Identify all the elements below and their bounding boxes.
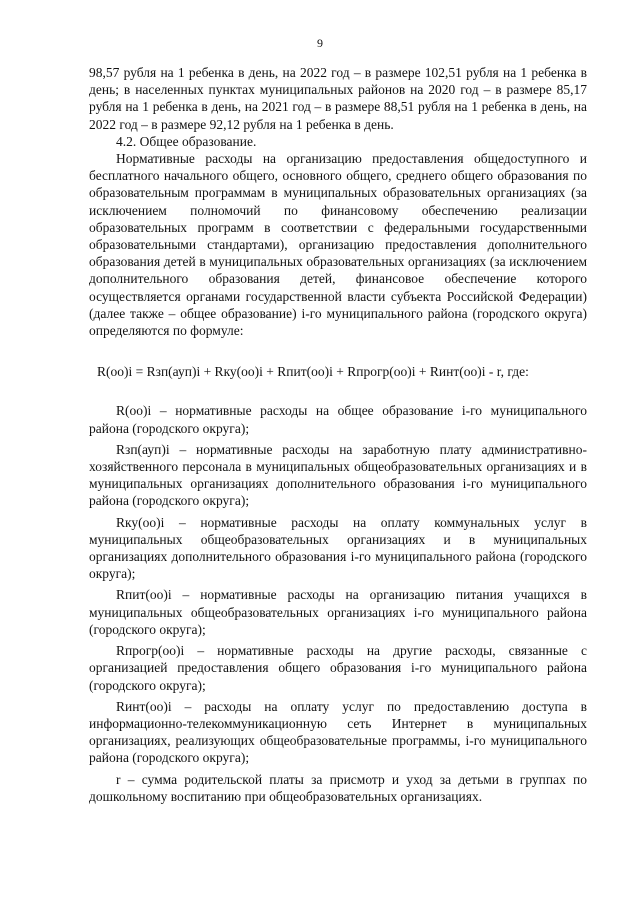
definition-symbol: Rпит(оо)i: [116, 587, 172, 603]
definition-item: [89, 514, 587, 583]
document-body: [89, 64, 587, 809]
definition-dash: –: [178, 514, 186, 530]
definition-item: [89, 771, 587, 805]
definition-dash: –: [159, 403, 167, 419]
definition-text: расходы на оплату услуг по предоставлению доступа в информационно-телекоммуникационную сеть Интернет в муниципальных организациях, реализующих общеобразовательные программы, i-го муниципального района (городского округа);: [89, 698, 588, 766]
definition-symbol: Rку(оо)i: [116, 514, 165, 530]
definition-item: [89, 698, 587, 767]
definition-item: [89, 402, 587, 436]
definition-text: сумма родительской платы за присмотр и уход за детьми в группах по дошкольному воспитанию при общеобразовательных организациях.: [89, 771, 588, 804]
definition-symbol: Rпрогр(оо)i: [116, 643, 185, 659]
intro-paragraph: Нормативные расходы на организацию предоставления общедоступного и бесплатного начального общего, основного общего, среднего общего образования по образовательным программам в муниципальных образовательных организациях (за исключением полномочий по финансовому обеспечению реализации образовательных программ в соответствии с федеральными государственными образовательными стандартами), организацию предоставления дополнительного образования детей в муниципальных образовательных организациях (за исключением дополнительного образования детей, финансовое обеспечение которого осуществляется органами государственной власти субъекта Российской Федерации) (далее также – общее образование) i-го муниципального района (городского округа) определяются по формуле:: [89, 151, 587, 339]
definition-text: нормативные расходы на оплату коммунальных услуг в муниципальных общеобразовательных организациях и в муниципальных организациях дополнительного образования i-го муниципального района (городского округа);: [89, 514, 588, 582]
definition-text: нормативные расходы на организацию питания учащихся в муниципальных общеобразовательных организациях i-го муниципального района (городского округа);: [89, 587, 587, 637]
definition-text: нормативные расходы на другие расходы, связанные с организацией предоставления общего образования i-го муниципального района (городского округа);: [89, 643, 587, 693]
definition-item: [89, 642, 587, 694]
formula: R(оо)i = Rзп(ауп)i + Rку(оо)i + Rпит(оо)i + Rпрогр(оо)i + Rинт(оо)i - r, где:: [97, 364, 529, 380]
page-number: 9: [317, 36, 323, 50]
definition-text: нормативные расходы на заработную плату административно-хозяйственного персонала в муниципальных общеобразовательных организациях и в муниципальных организациях дополнительного образования i-го муниципального района (городского округа);: [89, 441, 587, 509]
definition-text: нормативные расходы на общее образование i-го муниципального района (городского округа);: [89, 403, 587, 436]
continuation-paragraph: 98,57 рубля на 1 ребенка в день, на 2022 год – в размере 102,51 рубля на 1 ребенка в день; в населенных пунктах муниципальных районов на 2020 год – в размере 85,17 рубля на 1 ребенка в день, на 2021 год – в размере 88,51 рубля на 1 ребенка в день, на 2022 год – в размере 92,12 рубля на 1 ребенка в день.: [89, 65, 587, 132]
definition-dash: –: [179, 441, 187, 457]
definition-symbol: r: [116, 771, 121, 787]
definition-dash: –: [184, 698, 192, 714]
definition-symbol: R(оо)i: [116, 403, 152, 419]
definition-symbol: Rинт(оо)i: [116, 698, 172, 714]
definition-dash: –: [127, 771, 135, 787]
definition-item: [89, 441, 587, 510]
section-heading: 4.2. Общее образование.: [116, 133, 257, 149]
definition-dash: –: [182, 587, 190, 603]
definition-symbol: Rзп(ауп)i: [116, 441, 170, 457]
definition-dash: –: [197, 643, 205, 659]
definition-item: [89, 586, 587, 638]
